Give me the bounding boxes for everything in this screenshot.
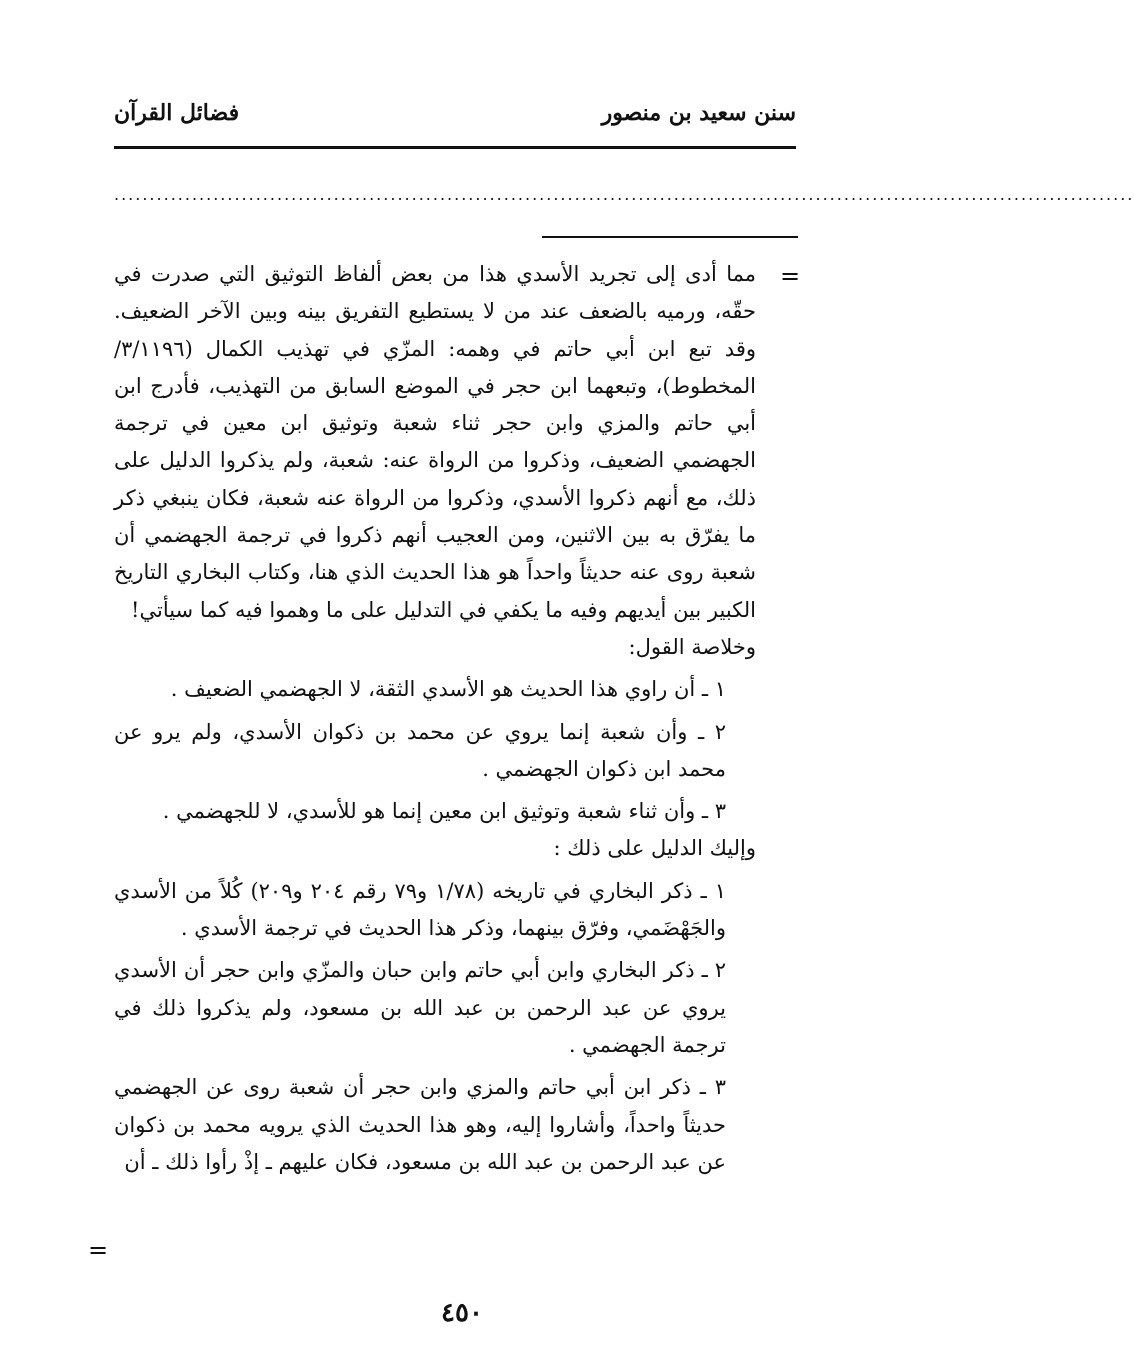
footnote-rule bbox=[542, 236, 798, 238]
continuation-mark-start: = bbox=[780, 262, 801, 290]
paragraph: وإليك الدليل على ذلك : bbox=[553, 836, 756, 861]
paragraph: مما أدى إلى تجريد الأسدي هذا من بعض ألفاظ التوثيق التي صدرت في حقّه، ورميه بالضعف عند من لا يستطيع التفريق بينه وبين الآخر الضعيف. وقد تبع ابن أبي حاتم في وهمه: المزّي في تهذيب الكمال (٣/١١٩٦/المخطوط)، وتبعهما ابن حجر في الموضع السابق من التهذيب، فأدرج ابن أبي حاتم والمزي وابن حجر ثناء شعبة وتوثيق ابن معين في ترجمة الجهضمي الضعيف، وذكروا من الرواة عنه: شعبة، ولم يذكروا الدليل على ذلك، مع أنهم ذكروا الأسدي، وذكروا من الرواة عنه شعبة، فكان ينبغي ذكر ما يفرّق به بين الاثنين، ومن العجيب أنهم ذكروا في ترجمة الجهضمي أن شعبة روى عنه حديثاً واحداً هو هذا الحديث الذي هنا، وكتاب البخاري التاريخ الكبير بين أيديهم وفيه ما يكفي في التدليل على ما وهموا فيه كما سيأتي! bbox=[114, 262, 756, 622]
list-item: ٣ ـ ذكر ابن أبي حاتم والمزي وابن حجر أن شعبة روى عن الجهضمي حديثاً واحداً، وأشاروا إليه، وهو هذا الحديث الذي يرويه محمد بن ذكوان عن عبد الرحمن بن عبد الله بن مسعود، فكان عليهم ـ إذْ رأوا ذلك ـ أن bbox=[114, 1075, 726, 1174]
list-item: ١ ـ أن راوي هذا الحديث هو الأسدي الثقة، لا الجهضمي الضعيف . bbox=[170, 677, 726, 702]
dotted-separator: ................................................................................................................................................ bbox=[114, 185, 1134, 204]
page-number: ٤٥٠ bbox=[441, 1298, 483, 1328]
book-title: سنن سعيد بن منصور bbox=[601, 100, 796, 126]
list-item: ٣ ـ وأن ثناء شعبة وتوثيق ابن معين إنما هو للأسدي، لا للجهضمي . bbox=[162, 799, 726, 824]
footnote-body bbox=[114, 256, 756, 1181]
list-item: ٢ ـ وأن شعبة إنما يروي عن محمد بن ذكوان الأسدي، ولم يرو عن محمد ابن ذكوان الجهضمي . bbox=[114, 719, 726, 781]
continuation-mark-end: = bbox=[88, 1236, 109, 1264]
list-item: ٢ ـ ذكر البخاري وابن أبي حاتم وابن حبان والمزّي وابن حجر أن الأسدي يروي عن عبد الرحمن بن عبد الله بن مسعود، ولم يذكروا ذلك في ترجمة الجهضمي . bbox=[114, 958, 726, 1057]
section-title: فضائل القرآن bbox=[114, 100, 240, 126]
running-header bbox=[114, 96, 796, 136]
paragraph: وخلاصة القول: bbox=[628, 634, 756, 659]
header-rule bbox=[114, 146, 796, 149]
list-item: ١ ـ ذكر البخاري في تاريخه (١/٧٨ و٧٩ رقم ٢٠٤ و٢٠٩) كُلاً من الأسدي والجَهْضَمي، وفرّق بينهما، وذكر هذا الحديث في ترجمة الأسدي . bbox=[114, 878, 726, 941]
